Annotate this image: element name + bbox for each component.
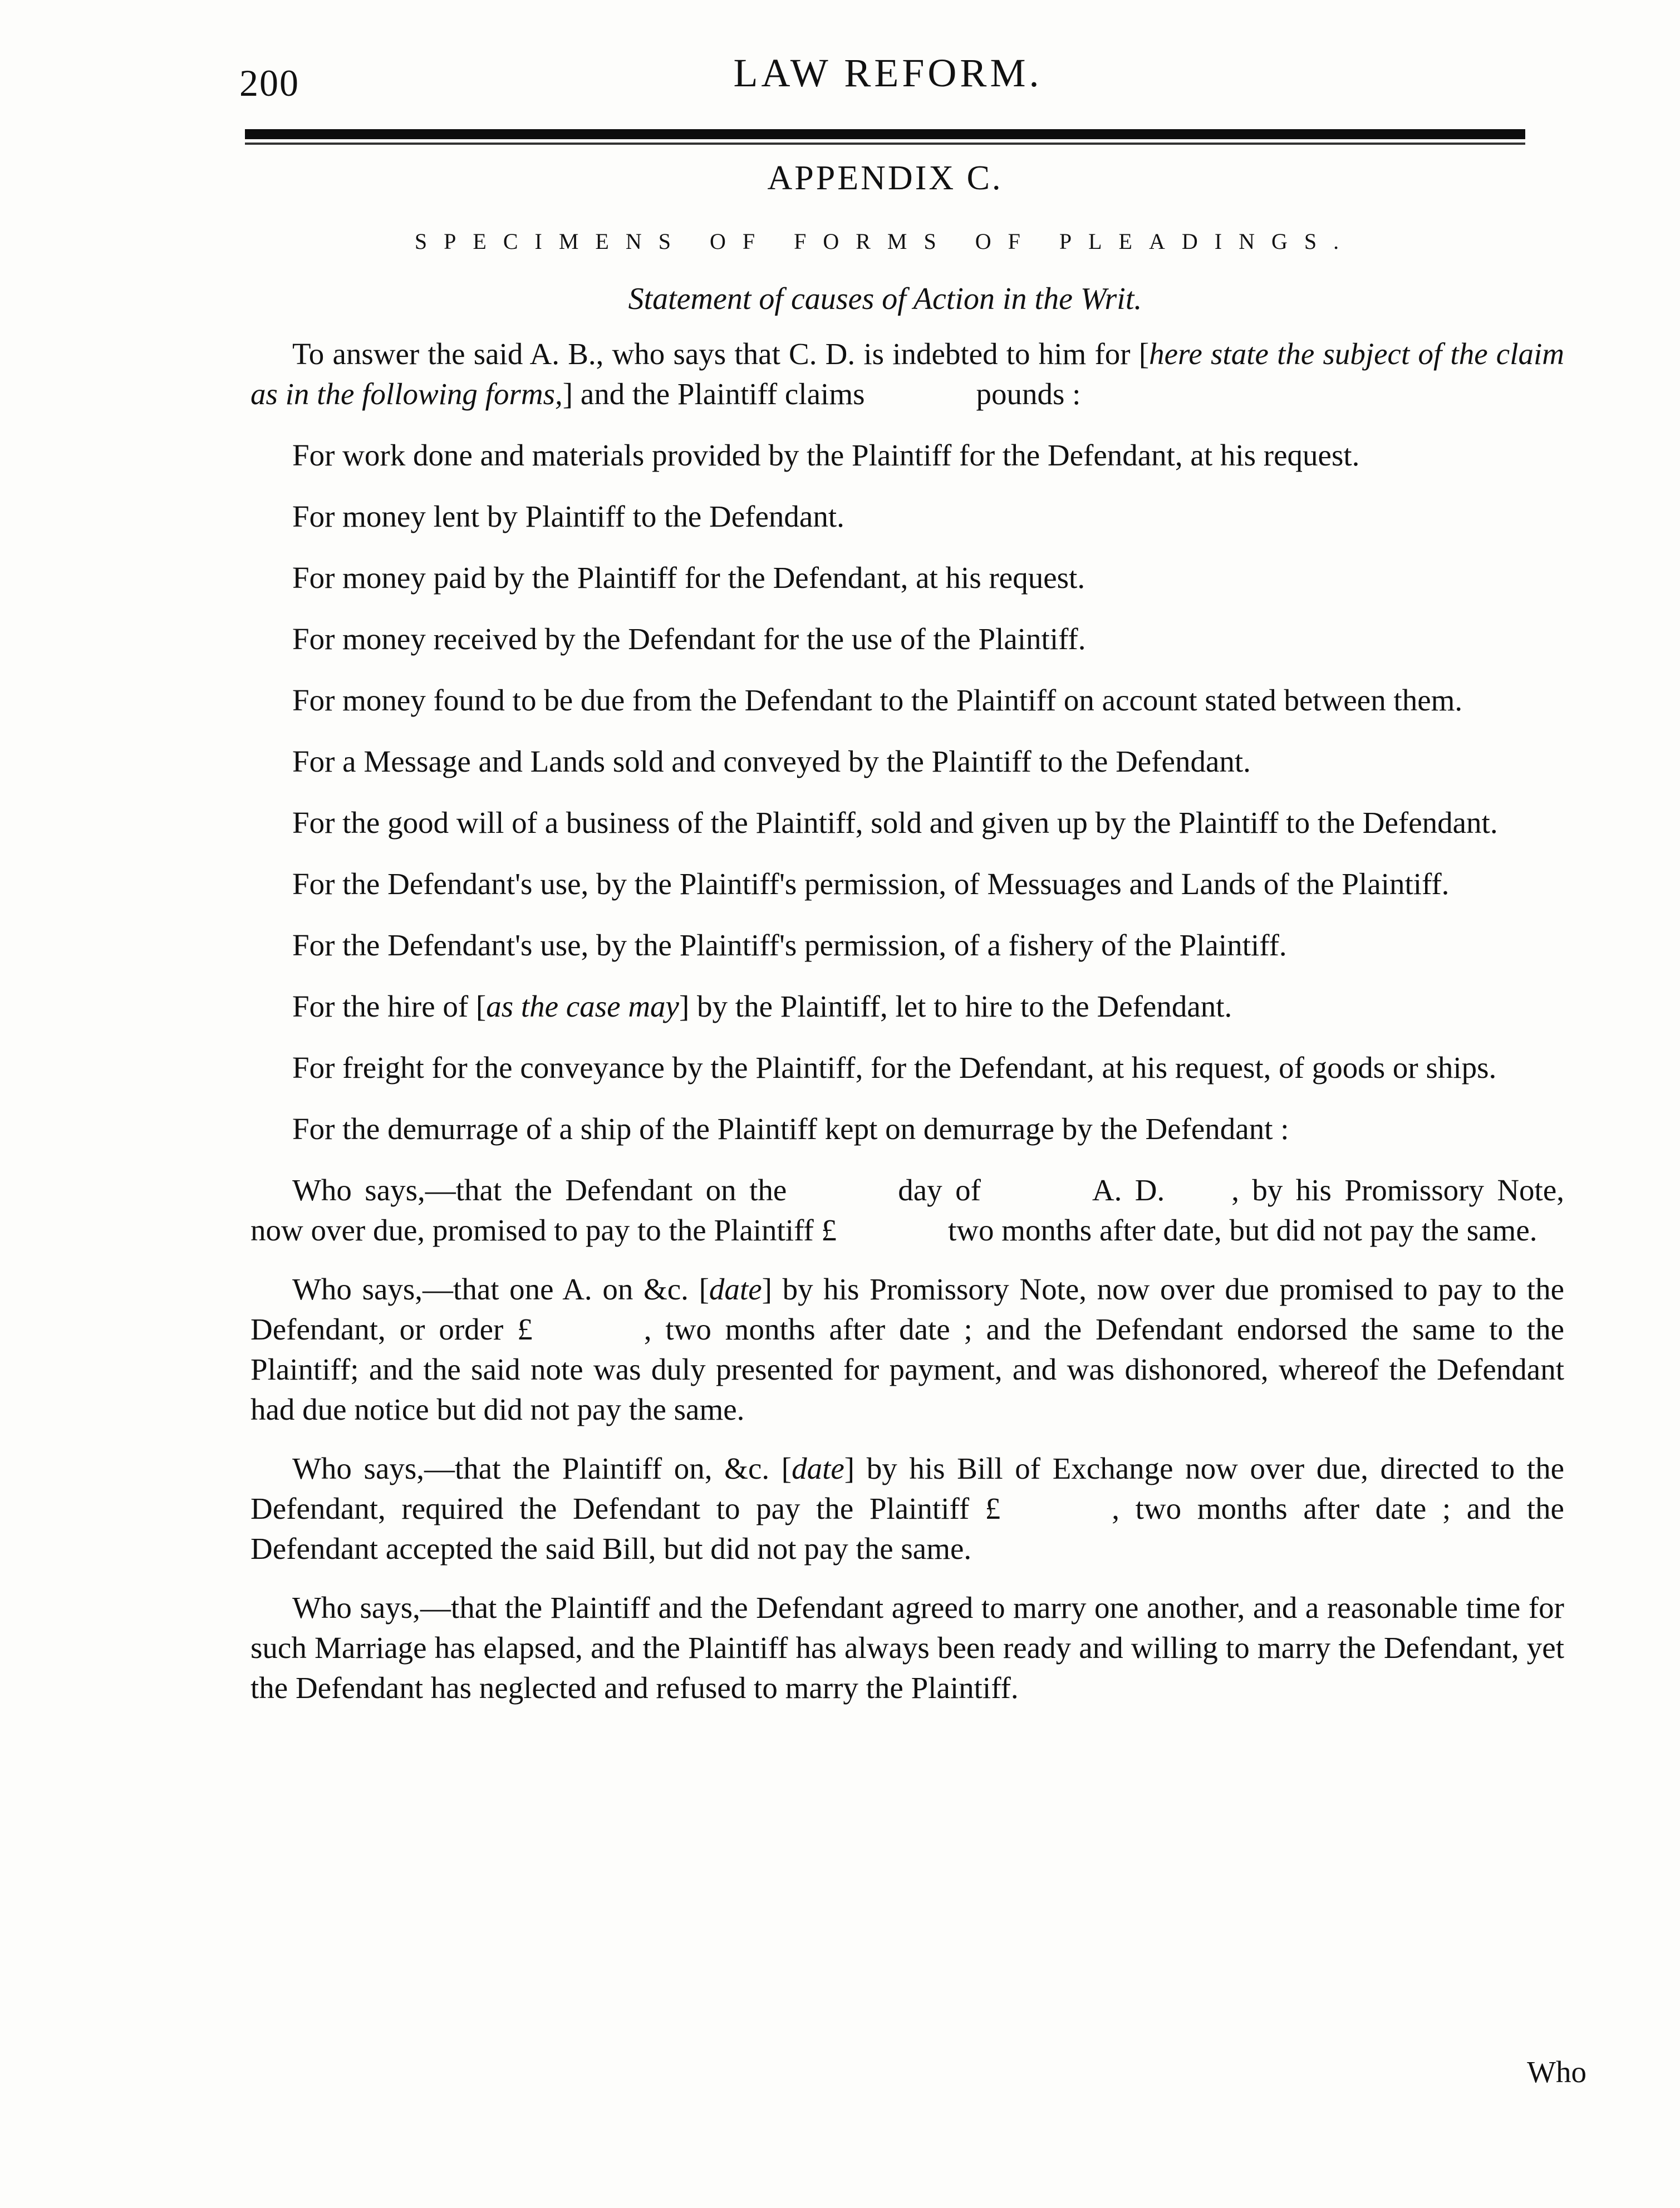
paragraph-freight: For freight for the conveyance by the Plaintiff, for the Defendant, at his request, of goods or ships. [292,1051,1497,1085]
header-rule-thin [245,143,1525,145]
paragraph-account-stated: For money found to be due from the Defendant to the Plaintiff on account stated between them. [292,683,1463,717]
p14-text-c: A. D. [1092,1173,1165,1207]
paragraph-hire [250,987,1564,1027]
p1-text-a: To answer the said A. B., who says that C. D. is indebted to him for [ [292,337,1150,371]
p15-text-b: ] by his Promissory Note, now over due promised to pay to the Defendant, or order £ [250,1272,1564,1346]
paragraph-demurrage: For the demurrage of a ship of the Plaintiff kept on demurrage by the Defendant : [292,1112,1289,1146]
paragraph-bill-of-exchange [250,1449,1564,1569]
appendix-title: APPENDIX C. [767,159,1003,197]
appendix-subtitle: SPECIMENS OF FORMS OF PLEADINGS. [414,229,1356,254]
header-rule-thick [245,129,1525,139]
body-text [250,334,1564,1727]
paragraph-fishery: For the Defendant's use, by the Plaintiff's permission, of a fishery of the Plaintiff. [292,928,1287,962]
p14-text-a: Who says,—that the Defendant on the [292,1173,787,1207]
catchword: Who [1527,2055,1586,2089]
p15-text-c: , two months after date ; and the Defendant endorsed the same to the Plaintiff; and the said note was duly presented for payment, and was dishonored, whereof the Defendant had due notice but did not pay the same. [250,1312,1564,1426]
p14-text-d: , by his Promissory Note, now over due, promised to pay to the Plaintiff £ [250,1173,1564,1247]
section-heading: Statement of causes of Action in the Writ. [628,282,1142,316]
p1-italic: here state the subject of the claim as in the following forms, [250,337,1564,411]
p15-italic: date [709,1272,762,1306]
page-header [239,50,1536,117]
running-head: LAW REFORM. [733,51,1043,95]
paragraph-money-received: For money received by the Defendant for the use of the Plaintiff. [292,622,1086,656]
p11-text-a: For the hire of [ [292,989,487,1023]
p16-italic: date [792,1451,844,1485]
paragraph-use-of-lands: For the Defendant's use, by the Plaintiff's permission, of Messuages and Lands of the Plaintiff. [292,867,1450,901]
paragraph-marriage: Who says,—that the Plaintiff and the Defendant agreed to marry one another, and a reasonable time for such Marriage has elapsed, and the Plaintiff has always been ready and willing to marry the Defendant, yet the Defendant has neglected and refused to marry the Plaintiff. [250,1591,1564,1705]
p14-text-b: day of [898,1173,981,1207]
p1-text-b: ] and the Plaintiff claims [562,377,865,411]
paragraph-good-will: For the good will of a business of the Plaintiff, sold and given up by the Plaintiff to the Defendant. [292,806,1498,840]
paragraph-intro [250,334,1564,414]
p11-text-b: ] by the Plaintiff, let to hire to the Defendant. [679,989,1232,1023]
p1-text-c: pounds : [976,377,1081,411]
paragraph-lands-sold: For a Message and Lands sold and conveyed by the Plaintiff to the Defendant. [292,744,1251,778]
p14-text-e: two months after date, but did not pay the same. [947,1213,1537,1247]
paragraph-money-lent: For money lent by Plaintiff to the Defendant. [292,499,844,533]
page-number: 200 [239,62,299,104]
paragraph-work-done: For work done and materials provided by the Plaintiff for the Defendant, at his request. [292,438,1360,472]
paragraph-money-paid: For money paid by the Plaintiff for the Defendant, at his request. [292,561,1085,595]
p15-text-a: Who says,—that one A. on &c. [ [292,1272,709,1306]
p16-text-c: , two months after date ; and the Defendant accepted the said Bill, but did not pay the same. [250,1491,1564,1566]
p11-italic: as the case may [486,989,679,1023]
paragraph-note-endorsed [250,1269,1564,1430]
paragraph-promissory-note [250,1170,1564,1250]
p16-text-b: ] by his Bill of Exchange now over due, directed to the Defendant, required the Defendant to pay the Plaintiff £ [250,1451,1564,1525]
p16-text-a: Who says,—that the Plaintiff on, &c. [ [292,1451,792,1485]
